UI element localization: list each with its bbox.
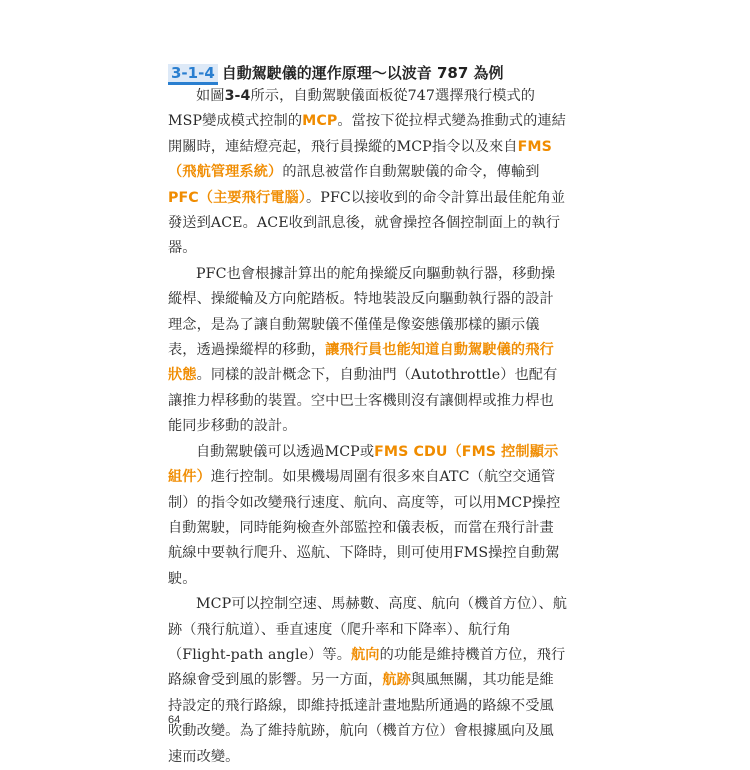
highlighted-term: FMS CDU（FMS 控制顯示組件） [168,443,559,486]
paragraph [168,262,568,440]
text-run: 進行控制。如果機場周圍有很多來自ATC（航空交通管制）的指令如改變飛行速度、航向、高度等，可以用MCP操控自動駕駛，同時能夠檢查外部監控和儀表板，而當在飛行計畫航線中要執行爬升、巡航、下降時，則可使用FMS操控自動駕駛。 [168,469,561,587]
highlighted-term: MCP [302,113,338,130]
highlighted-term: FMS（飛航管理系統） [168,138,552,181]
page-number: 64 [168,714,181,726]
section-number: 3-1-4 [168,64,218,85]
section-heading [168,62,504,85]
text-run: 的功能是維持機首方位，飛行路線會受到風的影響。另一方面， [168,646,566,689]
section-title: 自動駕駛儀的運作原理～以波音 787 為例 [221,64,504,82]
text-run: 與風無關，其功能是維持設定的飛行路線，即維持抵達計畫地點所通過的路線不受風吹動改變。為了維持航跡，航向（機首方位）會根據風向及風速而改變。 [168,672,554,765]
text-run: 自動駕駛儀可以透過MCP或 [196,443,375,460]
paragraph [168,440,568,592]
highlighted-term: PFC（主要飛行電腦） [168,189,307,206]
body-text [168,84,568,770]
highlighted-term: 航跡 [382,672,411,689]
paragraph [168,84,568,262]
figure-reference: 3-4 [224,88,251,104]
text-run: 。同樣的設計概念下，自動油門（Autothrottle）也配有讓推力桿移動的裝置。空中巴士客機則沒有讓側桿或推力桿也能同步移動的設計。 [168,367,558,435]
text-run: 。PFC以接收到的命令計算出最佳舵角並發送到ACE。ACE收到訊息後，就會操控各個控制面上的執行器。 [168,189,566,257]
text-run: 。當按下從拉桿式變為推動式的連結開關時，連結燈亮起，飛行員操縱的MCP指令以及來自 [168,113,566,155]
text-run: 所示，自動駕駛儀面板從747選擇飛行模式的MSP變成模式控制的 [168,88,536,130]
text-run: 的訊息被當作自動駕駛儀的命令，傳輸到 [282,164,540,181]
highlighted-term: 讓飛行員也能知道自動駕駛儀的飛行狀態 [168,342,554,384]
text-run: PFC也會根據計算出的舵角操縱反向驅動執行器，移動操縱桿、操縱輪及方向舵踏板。特地裝設反向驅動執行器的設計理念，是為了讓自動駕駛儀不僅僅是像姿態儀那樣的顯示儀表，透過操縱桿的移動， [168,265,556,359]
text-run: 如圖 [196,88,225,104]
paragraph [168,592,568,770]
text-run: MCP可以控制空速、馬赫數、高度、航向（機首方位）、航跡（飛行航道）、垂直速度（爬升率和下降率）、航行角（Flight-path angle）等。 [168,596,568,663]
highlighted-term: 航向 [350,646,380,663]
